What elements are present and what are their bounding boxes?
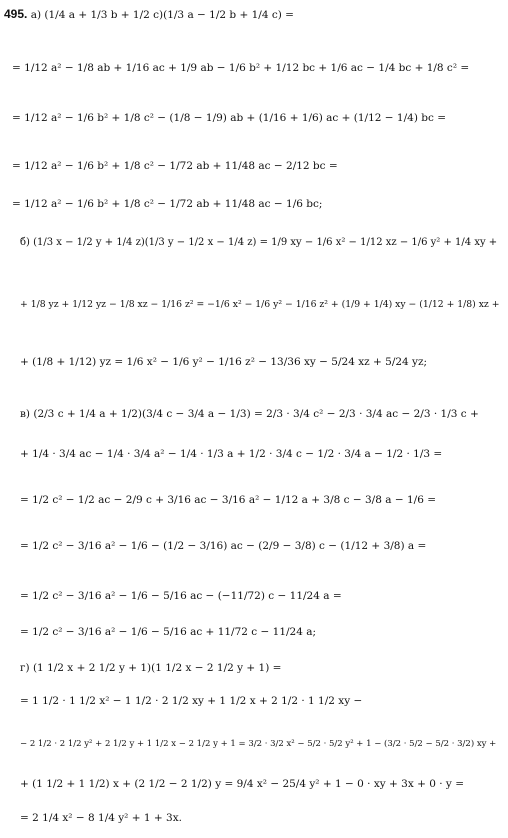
part-a-line-4: = 1/12 a² − 1/6 b² + 1/8 c² − 1/72 ab + 11/48 ac − 2/12 bc = bbox=[12, 160, 338, 172]
part-c-line-5: = 1/2 c² − 3/16 a² − 1/6 − 5/16 ac − (−11/72) c − 11/24 a = bbox=[20, 590, 342, 602]
part-d-line-1-text: (1 1/2 x + 2 1/2 y + 1)(1 1/2 x − 2 1/2 y + 1) = bbox=[32, 662, 282, 674]
part-c-line-1 bbox=[20, 408, 479, 421]
part-a-line-2: = 1/12 a² − 1/8 ab + 1/16 ac + 1/9 ab − 1/6 b² + 1/12 bc + 1/6 ac − 1/4 bc + 1/8 c² = bbox=[12, 62, 470, 74]
part-d-line-1 bbox=[20, 662, 281, 675]
part-label-b: б) bbox=[20, 237, 30, 248]
part-label-a: а) bbox=[30, 9, 42, 21]
part-c-line-6: = 1/2 c² − 3/16 a² − 1/6 − 5/16 ac + 11/72 c − 11/24 a; bbox=[20, 626, 317, 638]
part-b-line-3: + (1/8 + 1/12) yz = 1/6 x² − 1/6 y² − 1/16 z² − 13/36 xy − 5/24 xz + 5/24 yz; bbox=[20, 356, 428, 368]
problem-header bbox=[4, 8, 294, 22]
part-label-c: в) bbox=[20, 408, 31, 420]
part-label-d: г) bbox=[20, 662, 30, 674]
part-a-line-1: (1/4 a + 1/3 b + 1/2 c)(1/3 a − 1/2 b + 1/4 c) = bbox=[44, 9, 294, 21]
part-c-line-2: + 1/4 · 3/4 ac − 1/4 · 3/4 a² − 1/4 · 1/3 a + 1/2 · 3/4 c − 1/2 · 3/4 a − 1/2 · 1/3 = bbox=[20, 448, 443, 460]
part-c-line-3: = 1/2 c² − 1/2 ac − 2/9 c + 3/16 ac − 3/16 a² − 1/12 a + 3/8 c − 3/8 a − 1/6 = bbox=[20, 494, 437, 506]
part-d-line-2: = 1 1/2 · 1 1/2 x² − 1 1/2 · 2 1/2 xy + 1 1/2 x + 2 1/2 · 1 1/2 xy − bbox=[20, 695, 363, 707]
part-b-line-2: + 1/8 yz + 1/12 yz − 1/8 xz − 1/16 z² = −1/6 x² − 1/6 y² − 1/16 z² + (1/9 + 1/4) xy − (1/12 + 1/8) xz + bbox=[20, 299, 500, 310]
part-a-line-5: = 1/12 a² − 1/6 b² + 1/8 c² − 1/72 ab + 11/48 ac − 1/6 bc; bbox=[12, 198, 323, 210]
part-c-line-4: = 1/2 c² − 3/16 a² − 1/6 − (1/2 − 3/16) ac − (2/9 − 3/8) c − (1/12 + 3/8) a = bbox=[20, 540, 427, 552]
part-a-line-3: = 1/12 a² − 1/6 b² + 1/8 c² − (1/8 − 1/9) ab + (1/16 + 1/6) ac + (1/12 − 1/4) bc = bbox=[12, 112, 447, 124]
part-d-line-4: + (1 1/2 + 1 1/2) x + (2 1/2 − 2 1/2) y = 9/4 x² − 25/4 y² + 1 − 0 · xy + 3x + 0 · y = bbox=[20, 778, 464, 790]
part-d-line-5: = 2 1/4 x² − 8 1/4 y² + 1 + 3x. bbox=[20, 812, 182, 824]
part-d-line-3: − 2 1/2 · 2 1/2 y² + 2 1/2 y + 1 1/2 x − 2 1/2 y + 1 = 3/2 · 3/2 x² − 5/2 · 5/2 y² + 1 − (3/2 · 5/2 − 5/2 · 3/2) xy + bbox=[20, 739, 497, 749]
part-b-line-1-text: (1/3 x − 1/2 y + 1/4 z)(1/3 y − 1/2 x − 1/4 z) = 1/9 xy − 1/6 x² − 1/12 xz − 1/6 y² + 1/4 xy + bbox=[33, 237, 498, 248]
problem-number: 495. bbox=[4, 7, 28, 21]
part-c-line-1-text: (2/3 c + 1/4 a + 1/2)(3/4 c − 3/4 a − 1/3) = 2/3 · 3/4 c² − 2/3 · 3/4 ac − 2/3 · 1/3 c + bbox=[33, 408, 479, 420]
part-b-line-1 bbox=[20, 236, 497, 249]
